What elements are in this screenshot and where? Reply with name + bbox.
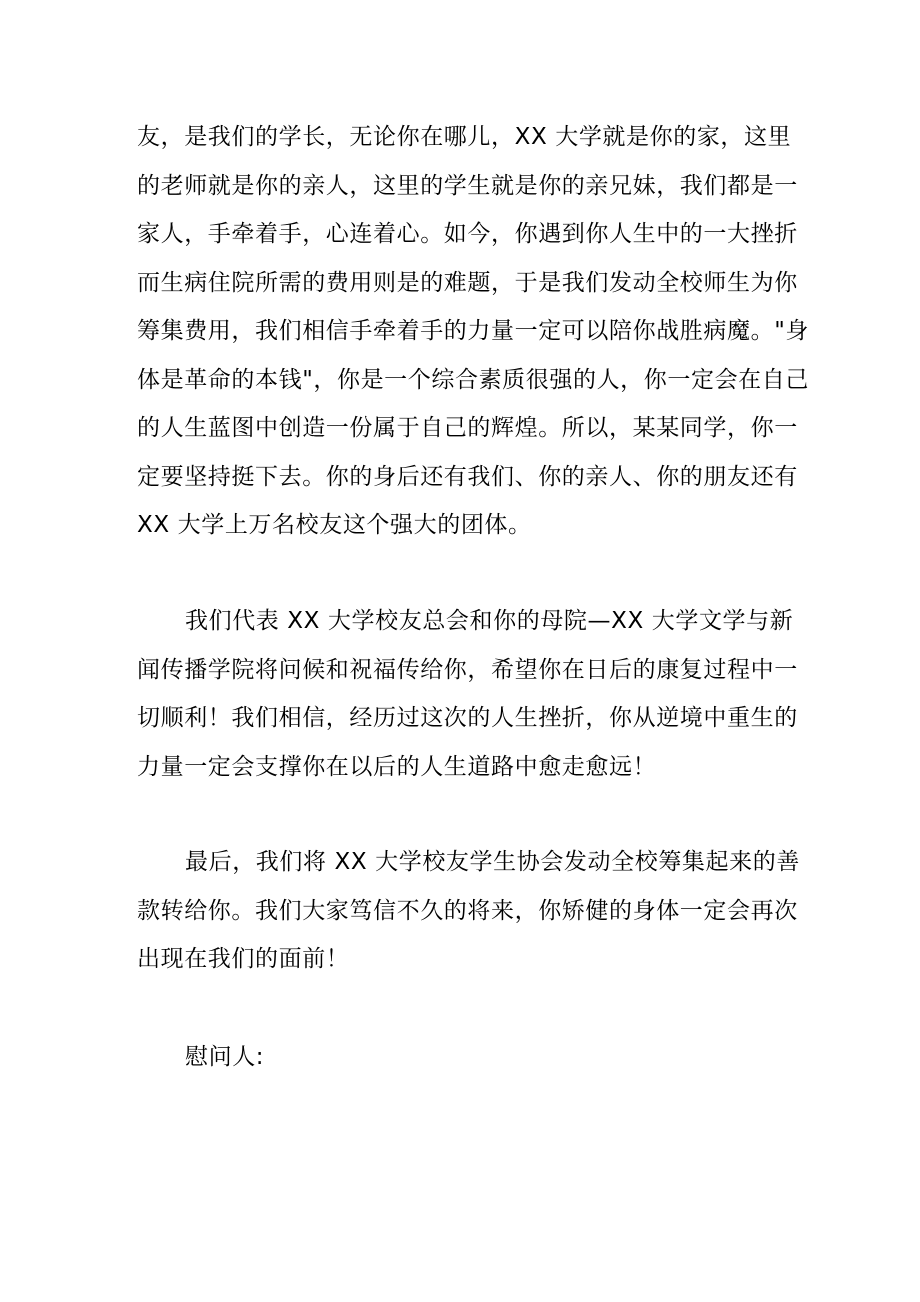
text-line: 闻传播学院将问候和祝福传给你，希望你在日后的康复过程中一: [137, 656, 798, 683]
text-line: 切顺利！我们相信，经历过这次的人生挫折，你从逆境中重生的: [137, 705, 798, 731]
text-line: 而生病住院所需的费用则是的难题，于是我们发动全校师生为你: [137, 269, 798, 296]
text-line: 款转给你。我们大家笃信不久的将来，你矫健的身体一定会再次: [137, 897, 798, 924]
letter-paragraph-closing: [137, 838, 800, 984]
text-line: 最后，我们将 XX 大学校友学生协会发动全校筹集起来的善: [185, 849, 800, 875]
text-line: 力量一定会支撑你在以后的人生道路中愈走愈远！: [137, 753, 657, 780]
text-line: 定要坚持挺下去。你的身后还有我们、你的亲人、你的朋友还有: [137, 463, 798, 490]
text-line: 筹集费用，我们相信手牵着手的力量一定可以陪你战胜病魔。"身: [137, 318, 809, 344]
text-line: 的人生蓝图中创造一份属于自己的辉煌。所以，某某同学，你一: [137, 415, 798, 441]
text-line: 友，是我们的学长，无论你在哪儿，XX 大学就是你的家，这里: [137, 124, 792, 150]
text-line: 体是革命的本钱"，你是一个综合素质很强的人，你一定会在自己: [137, 366, 809, 393]
text-line: 家人，手牵着手，心连着心。如今，你遇到你人生中的一大挫折: [137, 221, 798, 247]
letter-paragraph-greetings: [137, 597, 797, 791]
signature-line: [137, 1033, 797, 1082]
text-line: 出现在我们的面前！: [137, 946, 350, 972]
letter-paragraph-continuation: [137, 113, 809, 550]
text-line: 我们代表 XX 大学校友总会和你的母院—XX 大学文学与新: [185, 608, 794, 634]
signature-label: 慰问人:: [185, 1044, 265, 1070]
text-line: 的老师就是你的亲人，这里的学生就是你的亲兄妹，我们都是一: [137, 172, 798, 199]
text-line: XX 大学上万名校友这个强大的团体。: [137, 512, 532, 538]
